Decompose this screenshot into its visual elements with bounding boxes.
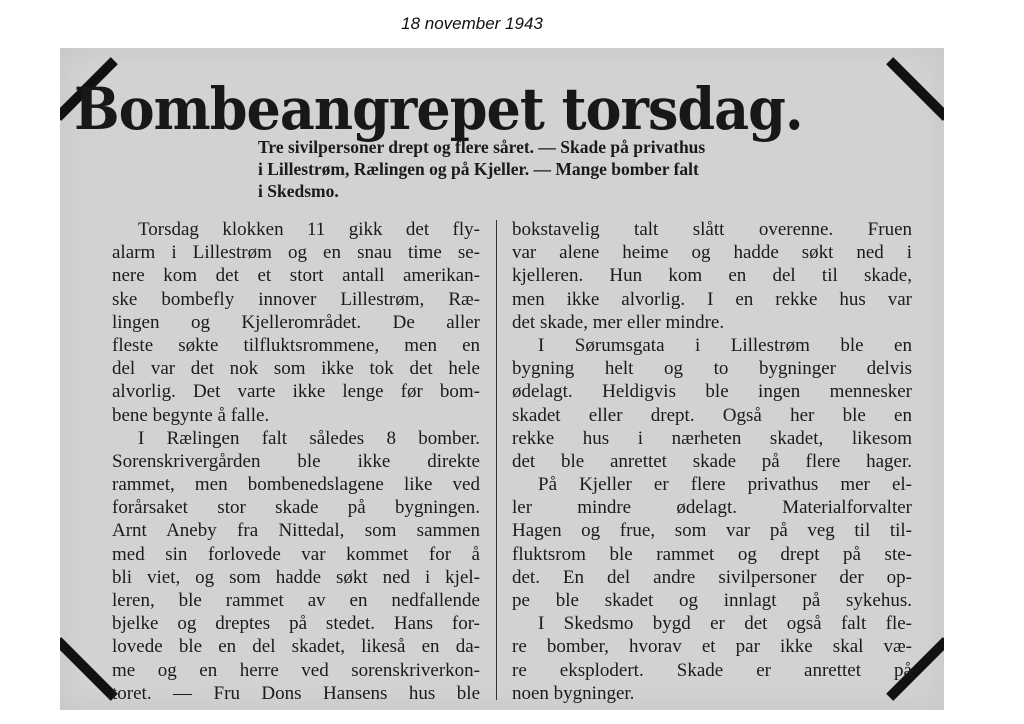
article-subheadline bbox=[258, 136, 912, 202]
text-line: ske bombefly innover Lillestrøm, Ræ- bbox=[112, 288, 480, 310]
text-line: det skade, mer eller mindre. bbox=[512, 311, 725, 333]
text-line: bokstavelig talt slått overenne. Fruen bbox=[512, 219, 912, 240]
article-headline: Bombeangrepet torsdag. bbox=[74, 73, 803, 143]
text-line: bygning helt og to bygninger delvis bbox=[512, 358, 912, 380]
text-line: Hagen og frue, som var på veg til til- bbox=[512, 520, 912, 542]
text-line: leren, ble rammet av en nedfallende bbox=[112, 590, 480, 611]
text-line: men ikke alvorlig. I en rekke hus var bbox=[512, 288, 912, 310]
text-line: noen bygninger. bbox=[512, 682, 635, 704]
text-line: rammet, men bombenedslagene like ved bbox=[112, 474, 480, 496]
text-line: lingen og Kjellerområdet. De aller bbox=[112, 311, 480, 333]
text-line: Arnt Aneby fra Nittedal, som sammen bbox=[112, 520, 480, 542]
subheadline-line: Tre sivilpersoner drept og flere såret. — Skade på privathus bbox=[258, 137, 706, 157]
subheadline-line: i Lillestrøm, Rælingen og på Kjeller. — Mange bomber falt bbox=[258, 159, 699, 179]
text-line: bli viet, og som hadde søkt ned i kjel- bbox=[112, 566, 480, 588]
text-line: I Sørumsgata i Lillestrøm ble en bbox=[538, 334, 912, 356]
text-line: I Rælingen falt således 8 bomber. bbox=[138, 427, 480, 449]
text-line: bene begynte å falle. bbox=[112, 404, 270, 426]
text-line: fluktsrom ble rammet og drept på ste- bbox=[512, 543, 912, 565]
text-line: me og en herre ved sorenskriverkon- bbox=[112, 659, 480, 681]
text-line: På Kjeller er flere privathus mer el- bbox=[538, 474, 912, 496]
text-line: kjelleren. Hun kom en del til skade, bbox=[512, 265, 912, 287]
text-line: re eksplodert. Skade er anrettet på bbox=[512, 659, 912, 681]
text-line: fleste søkte tilfluktsrommene, men en bbox=[112, 334, 480, 356]
text-line: re bomber, hvorav et par ikke skal væ- bbox=[512, 636, 912, 658]
text-line: lovede ble en del skadet, likeså en da- bbox=[112, 636, 480, 658]
page-caption-date: 18 november 1943 bbox=[401, 14, 543, 33]
text-line: forårsaket stor skade på bygningen. bbox=[112, 497, 480, 519]
article-column-right bbox=[512, 218, 912, 705]
text-line: bjelke og dreptes på stedet. Hans for- bbox=[112, 613, 480, 635]
text-line: det. En del andre sivilpersoner der op- bbox=[512, 566, 912, 588]
text-line: I Skedsmo bygd er det også falt fle- bbox=[538, 613, 912, 635]
text-line: alarm i Lillestrøm og en snau time se- bbox=[112, 242, 480, 264]
newspaper-clipping bbox=[60, 48, 944, 710]
text-line: skadet eller drept. Også her ble en bbox=[512, 404, 912, 426]
text-line: Torsdag klokken 11 gikk det fly- bbox=[138, 219, 480, 240]
text-line: del var det nok som ikke tok det hele bbox=[112, 358, 480, 380]
text-line: det ble anrettet skade på flere hager. bbox=[512, 450, 912, 472]
text-line: ødelagt. Heldigvis ble ingen mennesker bbox=[512, 381, 912, 403]
text-line: Sorenskrivergården ble ikke direkte bbox=[112, 450, 480, 472]
text-line: var alene heime og hadde søkt ned i bbox=[512, 242, 912, 264]
text-line: toret. — Fru Dons Hansens hus ble bbox=[112, 682, 480, 704]
column-divider bbox=[496, 220, 497, 700]
text-line: nere kom det et stort antall amerikan- bbox=[112, 265, 480, 287]
text-line: alvorlig. Det varte ikke lenge før bom- bbox=[112, 381, 480, 403]
text-line: pe ble skadet og innlagt på sykehus. bbox=[512, 590, 912, 611]
article-column-left bbox=[60, 218, 480, 705]
text-line: med sin forlovede var kommet for å bbox=[112, 543, 480, 565]
subheadline-line: i Skedsmo. bbox=[258, 181, 339, 201]
text-line: rekke hus i nærheten skadet, likesom bbox=[512, 427, 912, 449]
text-line: ler mindre ødelagt. Materialforvalter bbox=[512, 497, 912, 519]
